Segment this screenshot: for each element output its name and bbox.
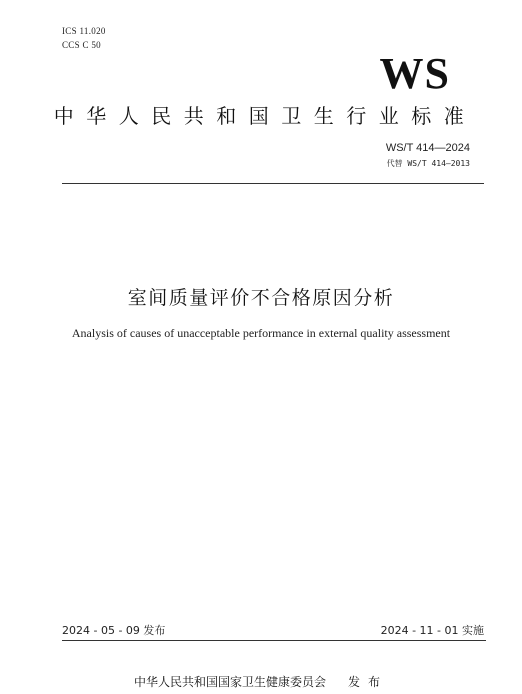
issue-date: 2024 - 05 - 09 发布 [62,624,166,637]
top-divider [62,183,484,184]
release-label: 发布 [348,675,389,689]
replaces-code: 代替 WS/T 414—2013 [386,159,470,168]
document-title-chinese: 室间质量评价不合格原因分析 [127,287,395,309]
bottom-divider [62,640,486,641]
ws-logo: WS [379,49,450,98]
issuing-authority [0,673,522,690]
ccs-code: CCS C 50 [62,40,101,50]
document-title-english: Analysis of causes of unacceptable performance in external quality assessment [71,326,451,340]
ics-code: ICS 11.020 [62,26,106,36]
standard-code: WS/T 414—2024 [385,142,470,154]
issuer-title: 中华人民共和国卫生行业标准 [53,104,477,128]
implementation-date: 2024 - 11 - 01 实施 [380,624,484,637]
issuing-authority-name: 中华人民共和国国家卫生健康委员会 [133,675,326,689]
